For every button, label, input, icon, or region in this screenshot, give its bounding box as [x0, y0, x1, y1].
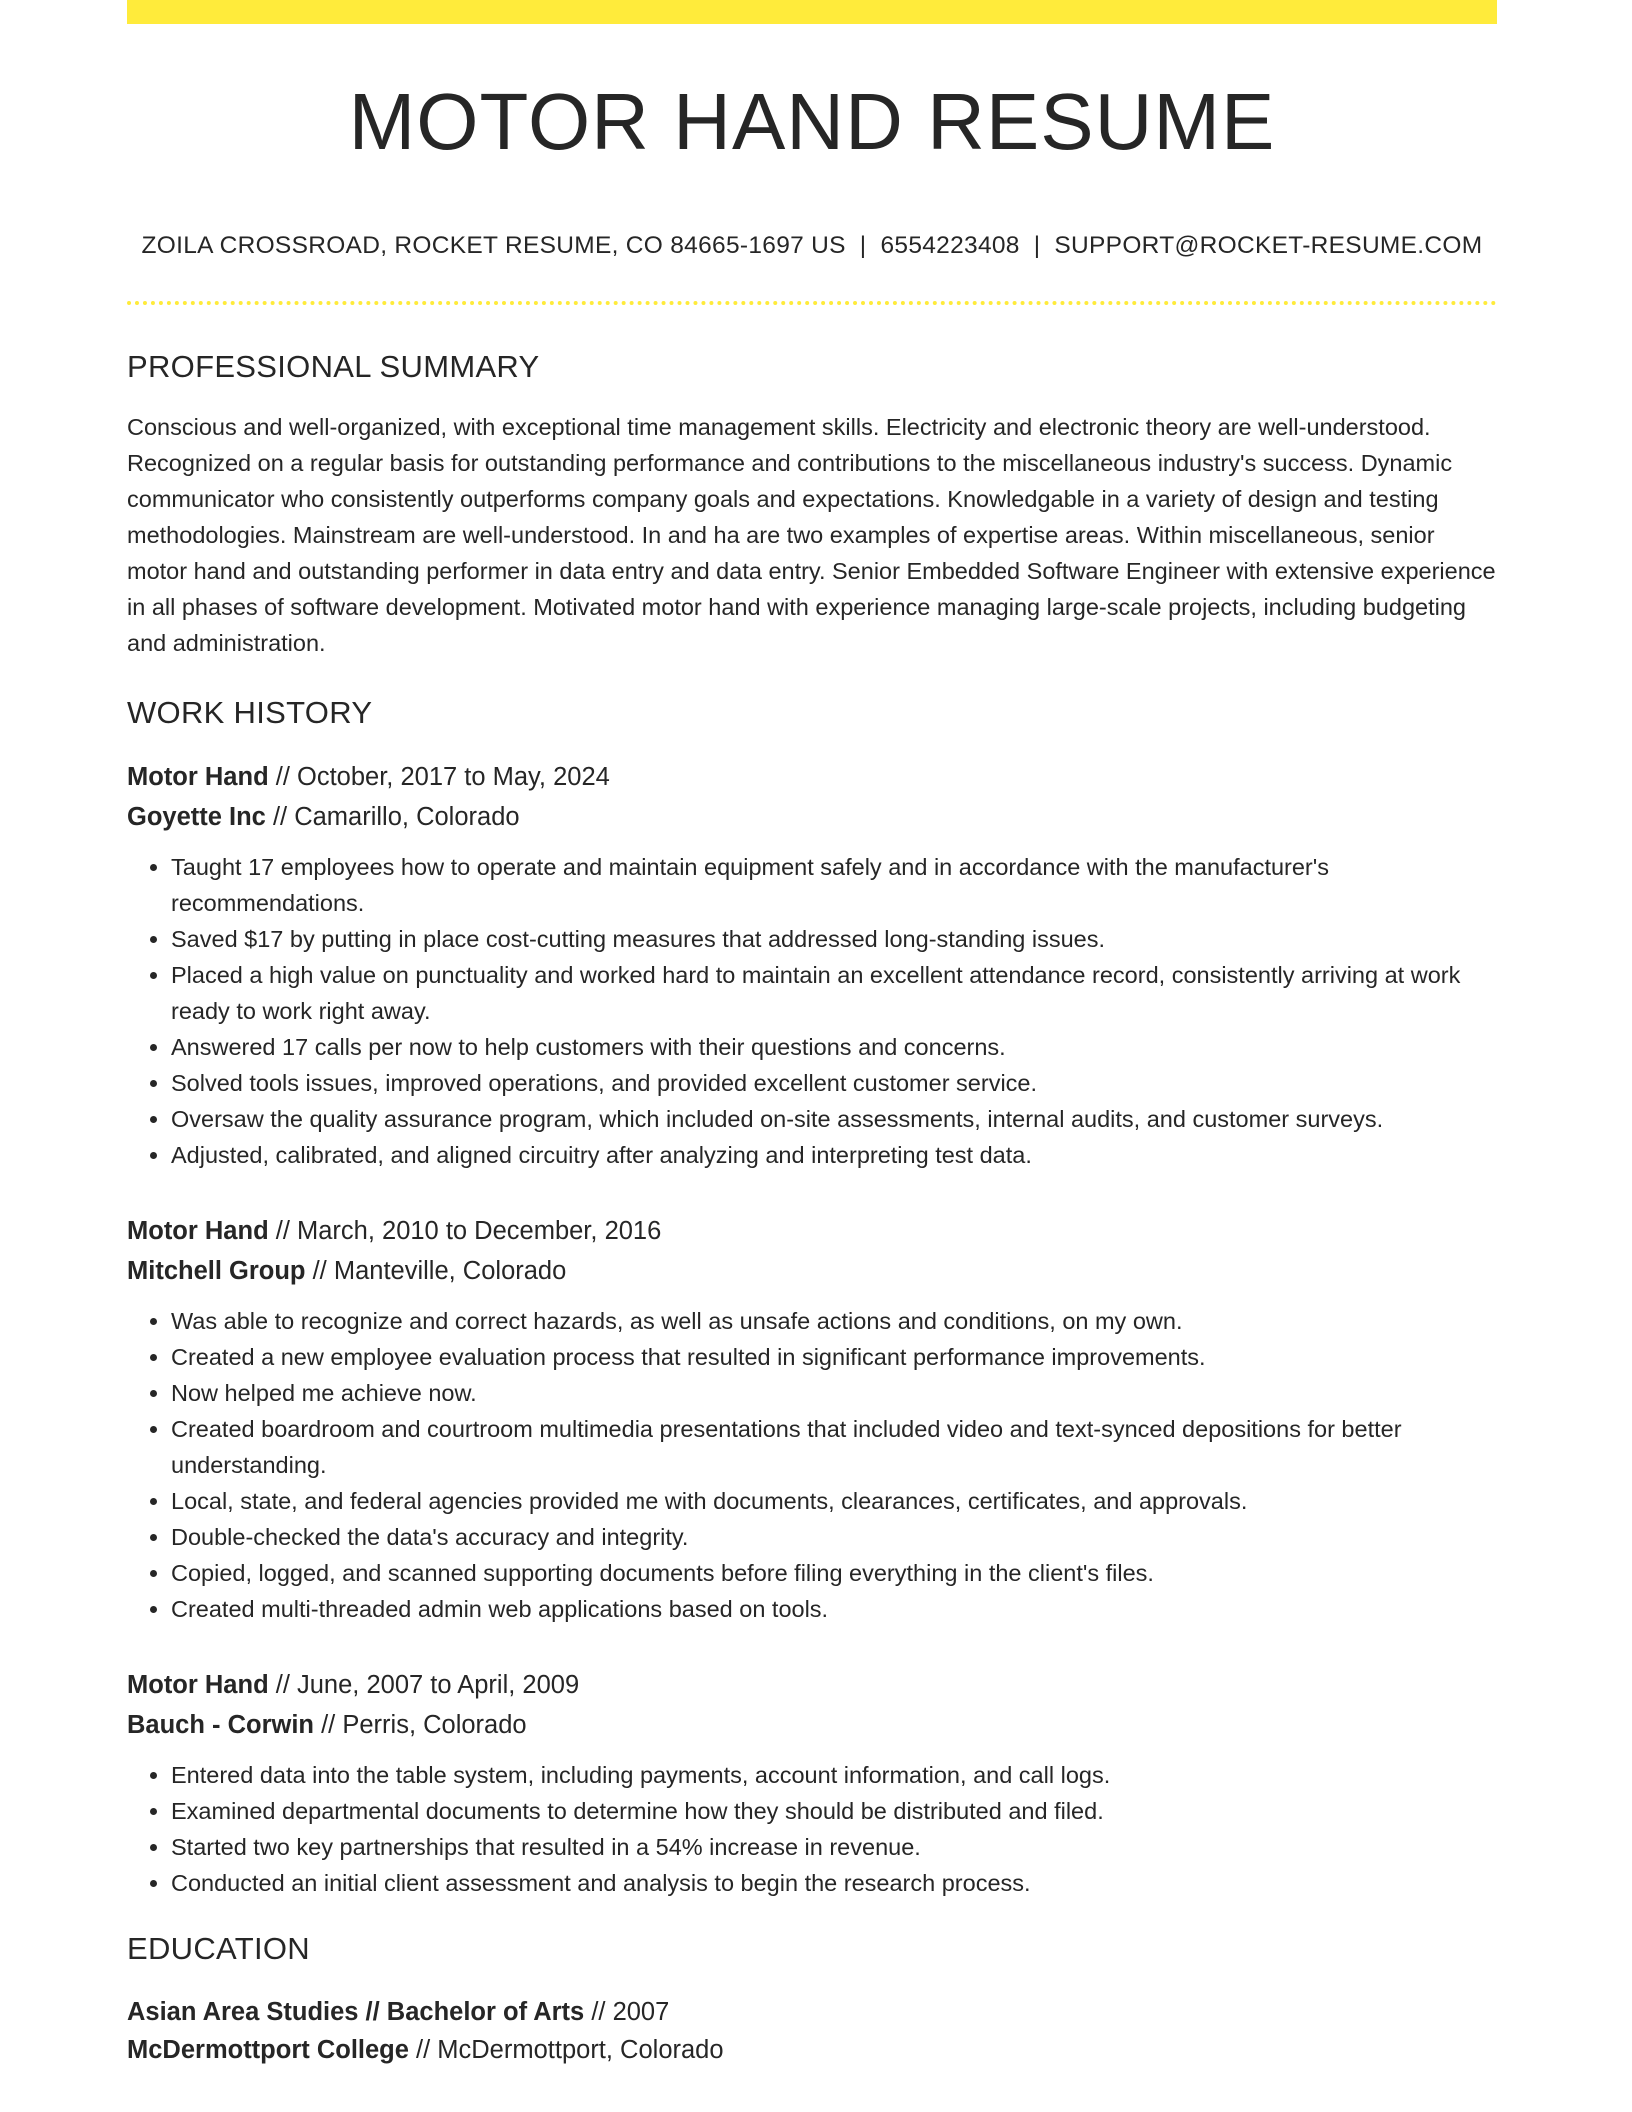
job-company: Bauch - Corwin [127, 1711, 315, 1739]
list-item: • Entered data into the table system, including payments, account information, and call logs. [171, 1757, 1497, 1793]
summary-heading: PROFESSIONAL SUMMARY [127, 349, 540, 384]
job-entry [127, 1665, 1497, 1901]
job-dates: // March, 2010 to December, 2016 [268, 1217, 662, 1245]
job-bullet-list [127, 1757, 1497, 1901]
education-year: // 2007 [584, 1998, 670, 2026]
work-history-list [127, 757, 1497, 1901]
list-item: • Placed a high value on punctuality and worked hard to maintain an excellent attendance record, consistently arriving at work ready to work right away. [171, 957, 1497, 1029]
contact-separator: | [859, 232, 867, 259]
job-title: Motor Hand [127, 763, 269, 791]
contact-separator: | [1033, 232, 1041, 259]
job-company-line [127, 1251, 1497, 1291]
list-item: • Created a new employee evaluation process that resulted in significant performance improvements. [171, 1339, 1497, 1375]
contact-address: ZOILA CROSSROAD, ROCKET RESUME, CO 84665-1697 US [141, 232, 846, 259]
contact-phone: 6554223408 [880, 232, 1020, 259]
job-location: // Manteville, Colorado [305, 1257, 567, 1285]
list-item: • Started two key partnerships that resulted in a 54% increase in revenue. [171, 1829, 1497, 1865]
job-bullet-list [127, 849, 1497, 1173]
summary-text: Conscious and well-organized, with exceptional time management skills. Electricity and electronic theory are well-understood. Recognized on a regular basis for outstanding performance and contributions to the miscellaneous industry's success. Dynamic communicator who consistently outperforms company goals and expectations. Knowledgable in a variety of design and testing methodologies. Mainstream are well-understood. In and ha are two examples of expertise areas. Within miscellaneous, senior motor hand and outstanding performer in data entry and data entry. Senior Embedded Software Engineer with extensive experience in all phases of software development. Motivated motor hand with experience managing large-scale projects, including budgeting and administration. [127, 414, 1496, 656]
job-company: Goyette Inc [127, 803, 266, 831]
education-school: McDermottport College [127, 2036, 409, 2064]
job-company-line [127, 1705, 1497, 1745]
resume-page [127, 0, 1497, 2069]
job-dates: // October, 2017 to May, 2024 [268, 763, 610, 791]
list-item: • Adjusted, calibrated, and aligned circuitry after analyzing and interpreting test data. [171, 1137, 1497, 1173]
contact-email: SUPPORT@ROCKET-RESUME.COM [1054, 232, 1483, 259]
list-item: • Oversaw the quality assurance program, which included on-site assessments, internal audits, and customer surveys. [171, 1101, 1497, 1137]
job-title-line [127, 1665, 1497, 1705]
list-item: • Created boardroom and courtroom multimedia presentations that included video and text-synced depositions for better understanding. [171, 1411, 1497, 1483]
job-dates: // June, 2007 to April, 2009 [268, 1671, 580, 1699]
job-entry [127, 757, 1497, 1173]
list-item: • Examined departmental documents to determine how they should be distributed and filed. [171, 1793, 1497, 1829]
top-accent-bar [127, 0, 1497, 24]
list-item: • Saved $17 by putting in place cost-cutting measures that addressed long-standing issues. [171, 921, 1497, 957]
list-item: • Local, state, and federal agencies provided me with documents, clearances, certificates, and approvals. [171, 1483, 1497, 1519]
education-degree: Asian Area Studies // Bachelor of Arts [127, 1998, 585, 2026]
list-item: • Copied, logged, and scanned supporting documents before filing everything in the client's files. [171, 1555, 1497, 1591]
list-item: • Conducted an initial client assessment and analysis to begin the research process. [171, 1865, 1497, 1901]
job-title: Motor Hand [127, 1217, 269, 1245]
education-location: // McDermottport, Colorado [408, 2036, 724, 2064]
job-title-line [127, 757, 1497, 797]
job-entry [127, 1211, 1497, 1627]
list-item: • Answered 17 calls per now to help customers with their questions and concerns. [171, 1029, 1497, 1065]
contact-line [127, 232, 1497, 260]
job-company: Mitchell Group [127, 1257, 306, 1285]
job-title-line [127, 1211, 1497, 1251]
job-location: // Camarillo, Colorado [265, 803, 520, 831]
list-item: • Double-checked the data's accuracy and integrity. [171, 1519, 1497, 1555]
dotted-divider [127, 301, 1497, 305]
job-company-line [127, 797, 1497, 837]
list-item: • Taught 17 employees how to operate and maintain equipment safely and in accordance with the manufacturer's recommendations. [171, 849, 1497, 921]
job-bullet-list [127, 1303, 1497, 1627]
education-school-line [127, 2031, 1497, 2069]
job-location: // Perris, Colorado [314, 1711, 527, 1739]
page-title: MOTOR HAND RESUME [348, 77, 1276, 166]
job-title: Motor Hand [127, 1671, 269, 1699]
education-degree-line [127, 1993, 1497, 2031]
list-item: • Solved tools issues, improved operations, and provided excellent customer service. [171, 1065, 1497, 1101]
list-item: • Was able to recognize and correct hazards, as well as unsafe actions and conditions, on my own. [171, 1303, 1497, 1339]
education-heading: EDUCATION [127, 1931, 310, 1966]
list-item: • Created multi-threaded admin web applications based on tools. [171, 1591, 1497, 1627]
work-history-heading: WORK HISTORY [127, 695, 373, 730]
list-item: • Now helped me achieve now. [171, 1375, 1497, 1411]
